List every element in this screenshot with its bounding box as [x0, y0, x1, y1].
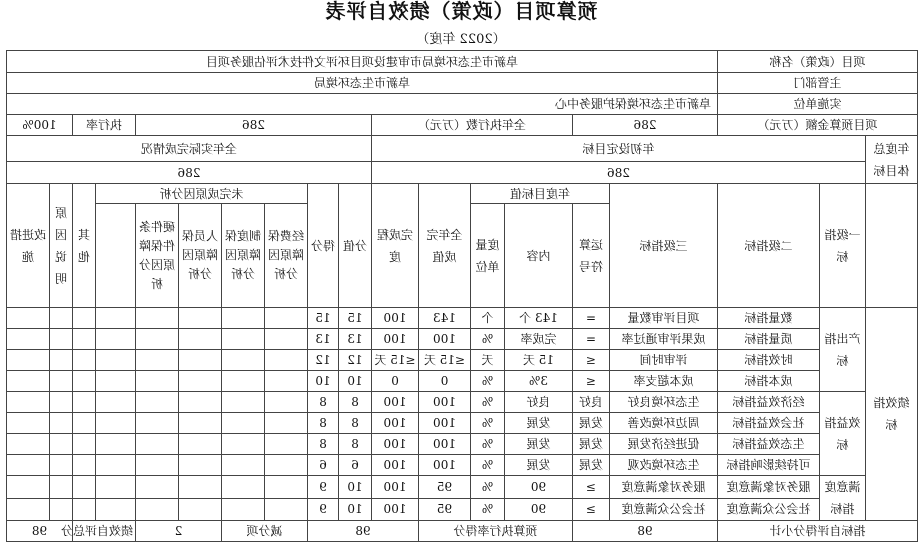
- other-header: 其他: [73, 184, 96, 308]
- row-value: 10: [339, 476, 372, 499]
- row-content: 90: [505, 498, 573, 521]
- evaluation-table: [6, 50, 918, 542]
- row-score: 6: [308, 455, 339, 476]
- budget-score-value: 98: [308, 521, 419, 542]
- row-operator: =: [573, 329, 610, 350]
- row-degree: 100: [372, 308, 419, 329]
- row-operator: ≤: [573, 371, 610, 392]
- target-group-header: 年度目标值: [471, 184, 610, 204]
- row-level2: 时效指标: [718, 350, 820, 371]
- row-score: 12: [308, 350, 339, 371]
- rate-label: 执行率: [73, 115, 136, 136]
- content-header: 内容: [505, 204, 573, 308]
- row-unit: %: [471, 413, 505, 434]
- row-value: 10: [339, 371, 372, 392]
- row-header-1: [6, 184, 917, 204]
- subtotal-label: 指标自评得分小计: [718, 521, 918, 542]
- row-level3: 成果评审通过率: [610, 329, 718, 350]
- row-content: 发展: [505, 413, 573, 434]
- reason-explain-header: 原因说明: [50, 184, 73, 308]
- row-level2: 成本指标: [718, 371, 820, 392]
- row-project: [6, 51, 917, 73]
- dept-label: 主管部门: [718, 73, 918, 94]
- table-row: [6, 392, 917, 413]
- row-goals-header: [6, 136, 917, 162]
- planned-goal-value: 286: [372, 162, 866, 184]
- project-label: 项目（政策）名称: [718, 51, 918, 73]
- row-level3: 项目评审数量: [610, 308, 718, 329]
- row-level3: 生态环境良好: [610, 392, 718, 413]
- r-funding-header: 经费保障原因分析: [265, 204, 308, 308]
- row-operator: ≤: [573, 350, 610, 371]
- row-content: 良好: [505, 392, 573, 413]
- row-level3: 服务对象满意度: [610, 476, 718, 499]
- row-value: 6: [339, 455, 372, 476]
- row-operator: 发展: [573, 434, 610, 455]
- row-content: 90: [505, 476, 573, 499]
- improve-header: 改进措施: [6, 184, 49, 308]
- operator-header: 运算符号: [573, 204, 610, 308]
- deduct-label: 减分项: [222, 521, 308, 542]
- row-content: 发展: [505, 455, 573, 476]
- deduct-value: 2: [136, 521, 222, 542]
- row-unit: %: [471, 498, 505, 521]
- row-impl: [6, 94, 917, 115]
- completed-value-header: 全年完成值: [419, 184, 471, 308]
- row-done: 143: [419, 308, 471, 329]
- satisfaction-category: 满意度指标: [820, 476, 866, 521]
- row-degree: ≤15 天: [372, 350, 419, 371]
- row-degree: 100: [372, 455, 419, 476]
- total-value: 98: [6, 521, 72, 542]
- r-staff-header: 人员保障原因分析: [179, 204, 222, 308]
- row-unit: %: [471, 392, 505, 413]
- row-score: 15: [308, 308, 339, 329]
- row-level3: 成本超支率: [610, 371, 718, 392]
- budget-score-label: 预算执行率得分: [419, 521, 573, 542]
- impl-value: 阜新市生态环境保护服务中心: [6, 94, 717, 115]
- row-level3: 社会公众满意度: [610, 498, 718, 521]
- table-row: [6, 498, 917, 521]
- table-row: [6, 413, 917, 434]
- actual-goal-value: 286: [6, 162, 371, 184]
- row-content: 3%: [505, 371, 573, 392]
- row-score: 9: [308, 498, 339, 521]
- subtotal-value: 98: [573, 521, 718, 542]
- actual-goal-label: 全年实际完成情况: [6, 136, 371, 162]
- row-value: 12: [339, 350, 372, 371]
- row-level3: 评审时间: [610, 350, 718, 371]
- row-value: 10: [339, 498, 372, 521]
- impl-label: 实施单位: [718, 94, 918, 115]
- row-degree: 100: [372, 434, 419, 455]
- output-category: 产出指标: [820, 308, 866, 392]
- row-operator: 发展: [573, 413, 610, 434]
- rate-value: 100%: [6, 115, 72, 136]
- row-unit: %: [471, 434, 505, 455]
- row-value: 15: [339, 308, 372, 329]
- row-degree: 100: [372, 413, 419, 434]
- row-content: 143 个: [505, 308, 573, 329]
- row-unit: %: [471, 371, 505, 392]
- row-unit: %: [471, 329, 505, 350]
- row-level2: 社会公众满意度: [718, 498, 820, 521]
- table-row: [6, 476, 917, 499]
- row-footer: [6, 521, 917, 542]
- table-row: [6, 329, 917, 350]
- row-dept: [6, 73, 917, 94]
- row-done: 95: [419, 476, 471, 499]
- row-content: 15 天: [505, 350, 573, 371]
- row-value: 8: [339, 434, 372, 455]
- row-operator: 发展: [573, 455, 610, 476]
- row-operator: ≥: [573, 498, 610, 521]
- row-done: ≤15 天: [419, 350, 471, 371]
- r-hardware-header: 硬件条件保障原因分析: [136, 204, 179, 308]
- level3-header: 三级指标: [610, 184, 718, 308]
- budget-label: 项目预算金额（万元）: [718, 115, 918, 136]
- page-subtitle: （2022 年度）: [416, 32, 506, 47]
- row-unit: 个: [471, 308, 505, 329]
- completion-degree-header: 完成程度: [372, 184, 419, 308]
- row-content: 完成率: [505, 329, 573, 350]
- row-operator: 良好: [573, 392, 610, 413]
- row-unit: 天: [471, 350, 505, 371]
- row-level2: 社会效益指标: [718, 413, 820, 434]
- row-degree: 100: [372, 392, 419, 413]
- row-level3: 生态环境改观: [610, 455, 718, 476]
- table-row: [6, 350, 917, 371]
- benefit-category: 效益指标: [820, 392, 866, 476]
- row-level2: 生态效益指标: [718, 434, 820, 455]
- row-done: 100: [419, 434, 471, 455]
- row-goals-values: [6, 162, 917, 184]
- row-operator: ≥: [573, 476, 610, 499]
- row-degree: 100: [372, 329, 419, 350]
- level2-header: 二级指标: [718, 184, 820, 308]
- unit-header: 度量单位: [471, 204, 505, 308]
- row-done: 100: [419, 455, 471, 476]
- table-row: [6, 308, 917, 329]
- row-score: 8: [308, 413, 339, 434]
- page-title: 预算项目（政策）绩效自评表: [324, 0, 598, 23]
- table-row: [6, 434, 917, 455]
- row-level3: 促进经济发展: [610, 434, 718, 455]
- dept-value: 阜新市生态环境局: [6, 73, 717, 94]
- score-header: 得分: [308, 184, 339, 308]
- row-level2: 质量指标: [718, 329, 820, 350]
- row-done: 100: [419, 392, 471, 413]
- row-score: 10: [308, 371, 339, 392]
- row-score: 8: [308, 392, 339, 413]
- row-done: 0: [419, 371, 471, 392]
- row-value: 13: [339, 329, 372, 350]
- row-level2: 服务对象满意度: [718, 476, 820, 499]
- r-system-header: 制度保障原因分析: [222, 204, 265, 308]
- row-done: 95: [419, 498, 471, 521]
- row-level3: 周边环境改善: [610, 413, 718, 434]
- table-row: [6, 371, 917, 392]
- blank-header: [96, 204, 136, 308]
- table-row: [6, 455, 917, 476]
- total-label: 绩效自评总分: [73, 521, 136, 542]
- row-budget: [6, 115, 917, 136]
- reasons-group-header: 未完成原因分析: [96, 184, 308, 204]
- blank-cell: [866, 184, 918, 308]
- row-level2: 经济效益指标: [718, 392, 820, 413]
- row-score: 8: [308, 434, 339, 455]
- row-level2: 数量指标: [718, 308, 820, 329]
- row-unit: %: [471, 476, 505, 499]
- row-value: 8: [339, 392, 372, 413]
- row-level2: 可持续影响指标: [718, 455, 820, 476]
- row-score: 13: [308, 329, 339, 350]
- annual-goal-label: 年度总体目标: [866, 136, 918, 184]
- row-degree: 0: [372, 371, 419, 392]
- blank-value: 286: [136, 115, 372, 136]
- level1-header: 一级指标: [820, 184, 866, 308]
- row-degree: 100: [372, 476, 419, 499]
- planned-goal-label: 年初设定目标: [372, 136, 866, 162]
- exec-label: 全年执行数（万元）: [372, 115, 573, 136]
- row-done: 100: [419, 329, 471, 350]
- row-score: 9: [308, 476, 339, 499]
- row-degree: 100: [372, 498, 419, 521]
- performance-category: 绩效指标: [866, 308, 918, 521]
- row-operator: =: [573, 308, 610, 329]
- row-unit: %: [471, 455, 505, 476]
- row-content: 发展: [505, 434, 573, 455]
- row-value: 8: [339, 413, 372, 434]
- budget-value: 286: [573, 115, 718, 136]
- score-value-header: 分值: [339, 184, 372, 308]
- row-done: 100: [419, 413, 471, 434]
- project-value: 阜新市生态环境局市审建设项目环评文件技术评估服务项目: [6, 51, 717, 73]
